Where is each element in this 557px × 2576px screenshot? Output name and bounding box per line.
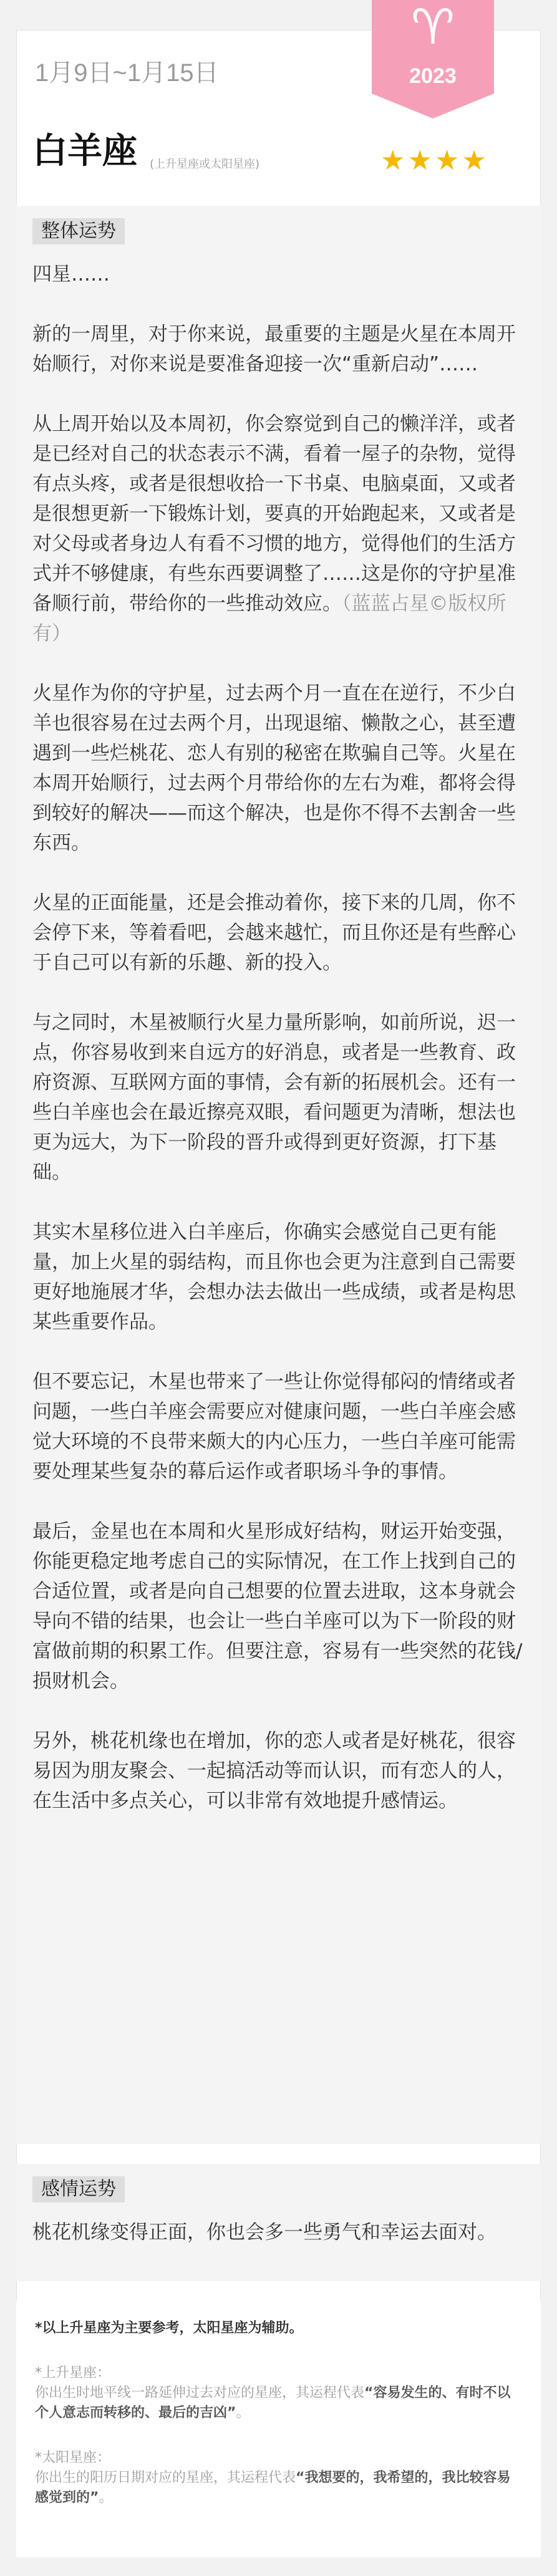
- footnotes: [16, 2301, 541, 2557]
- sign-name: 白羊座: [32, 131, 137, 171]
- footnote-quote: “容易发生的、有时不以个人意志而转移的、最后的吉凶”: [35, 2385, 511, 2421]
- aries-icon: ♈: [411, 0, 455, 55]
- footnote-sun-text: [35, 2468, 521, 2508]
- overall-fortune-section: [16, 206, 541, 2144]
- footnote-quote: “我想要的，我希望的，我比较容易感觉到的”: [35, 2470, 511, 2506]
- overall-fortune-text: [32, 259, 525, 1816]
- paragraph: 火星的正面能量，还是会推动着你，接下来的几周，你不会停下来，等着看吧，会越来越忙，而且你还是有些醉心于自己可以有新的乐趣、新的投入。: [32, 892, 516, 974]
- year-label: 2023: [409, 64, 457, 88]
- footnote-end: 。: [99, 2490, 113, 2506]
- footnote-ascendant-text: [35, 2383, 521, 2423]
- copyright-note: （蓝蓝占星©版权所有）: [32, 592, 506, 645]
- footnote-text: 你出生的阳历日期对应的星座，其运程代表: [35, 2470, 296, 2486]
- footnote-ascendant-title: *上升星座：: [35, 2365, 111, 2381]
- footnote-sun-title: *太阳星座：: [35, 2450, 111, 2466]
- star-icon: ★: [380, 145, 408, 176]
- paragraph: 四星……: [32, 263, 110, 286]
- love-fortune-section: [16, 2164, 541, 2281]
- date-range: 1月9日~1月15日: [35, 59, 219, 87]
- footnote-main: *以上升星座为主要参考，太阳星座为辅助。: [35, 2320, 303, 2336]
- paragraph: 火星作为你的守护星，过去两个月一直在在逆行，不少白羊也很容易在过去两个月，出现退缩、懒散之心，甚至遭遇到一些烂桃花、恋人有别的秘密在欺骗自己等。火星在本周开始顺行，过去两个月带给你的左右为难，都将会得到较好的解决——而这个解决，也是你不得不去割舍一些东西。: [32, 682, 516, 854]
- sign-note: (上升星座或太阳星座): [150, 158, 260, 171]
- paragraph: 但不要忘记，木星也带来了一些让你觉得郁闷的情绪或者问题，一些白羊座会需要应对健康问题，一些白羊座会感觉大环境的不良带来颇大的内心压力，一些白羊座可能需要处理某些复杂的幕后运作或者职场斗争的事情。: [32, 1371, 516, 1483]
- paragraph: 桃花机缘变得正面，你也会多一些勇气和幸运去面对。: [32, 2221, 496, 2244]
- love-fortune-text: [32, 2217, 525, 2247]
- paragraph: 新的一周里，对于你来说，最重要的主题是火星在本周开始顺行，对你来说是要准备迎接一次“重新启动”……: [32, 323, 516, 375]
- paragraph: [32, 409, 525, 649]
- section-title-overall: 整体运势: [32, 218, 125, 244]
- zodiac-ribbon-badge: [372, 0, 494, 118]
- paragraph-text: 从上周开始以及本周初，你会察觉到自己的懒洋洋，或者是已经对自己的状态表示不满，看着一屋子的杂物，觉得有点头疼，或者是很想收拾一下书桌、电脑桌面，又或者是很想更新一下锻炼计划，要真的开始跑起来，又或者是对父母或者身边人有看不习惯的地方，觉得他们的生活方式并不够健康，有些东西要调整了……这是你的守护星准备顺行前，带给你的一些推动效应。: [32, 413, 516, 615]
- star-icon: ★: [407, 145, 435, 176]
- paragraph: 其实木星移位进入白羊座后，你确实会感觉自己更有能量，加上火星的弱结构，而且你也会更为注意到自己需要更好地施展才华，会想办法去做出一些成绩，或者是构思某些重要作品。: [32, 1221, 516, 1333]
- star-icon: ★: [462, 145, 489, 176]
- star-icon: ★: [434, 145, 462, 176]
- paragraph: 最后，金星也在本周和火星形成好结构，财运开始变强，你能更稳定地考虑自己的实际情况，在工作上找到自己的合适位置，或者是向自己想要的位置去进取，这本身就会导向不错的结果，也会让一些白羊座可以为下一阶段的财富做前期的积累工作。但要注意，容易有一些突然的花钱/损财机会。: [32, 1520, 523, 1692]
- paragraph: 另外，桃花机缘也在增加，你的恋人或者是好桃花，很容易因为朋友聚会、一起搞活动等而认识，而有恋人的人，在生活中多点关心，可以非常有效地提升感情运。: [32, 1730, 516, 1812]
- star-rating: [380, 145, 489, 177]
- paragraph: 与之同时，木星被顺行火星力量所影响，如前所说，迟一点，你容易收到来自远方的好消息，或者是一些教育、政府资源、互联网方面的事情，会有新的拓展机会。还有一些白羊座也会在最近擦亮双眼，看问题更为清晰，想法也更为远大，为下一阶段的晋升或得到更好资源，打下基础。: [32, 1011, 516, 1184]
- footnote-end: 。: [236, 2405, 250, 2421]
- footnote-text: 你出生时地平线一路延伸过去对应的星座，其运程代表: [35, 2385, 365, 2401]
- section-title-love: 感情运势: [32, 2176, 125, 2202]
